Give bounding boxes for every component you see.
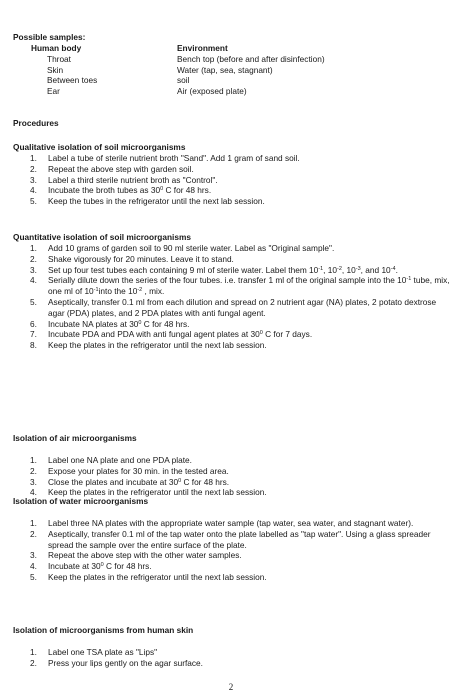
environment-column bbox=[177, 43, 325, 97]
list-item-text: Serially dilute down the series of the four tubes. i.e. transfer 1 ml of the original sample into the $10^{-1}$ tube, mix, one ml of $10^{-1}into$ the $10^{-2}$ , mix. bbox=[48, 275, 450, 297]
environment-heading: Environment bbox=[177, 43, 228, 53]
human-body-item: Ear bbox=[47, 86, 60, 97]
skin-steps bbox=[30, 647, 450, 669]
list-item bbox=[30, 243, 450, 254]
list-item-number: 4. bbox=[30, 561, 37, 572]
list-item-number: 4. bbox=[30, 275, 37, 286]
list-item-text: Label a third sterile nutrient broth as "Control". bbox=[48, 174, 218, 185]
list-item bbox=[30, 265, 450, 276]
environment-item: Bench top (before and after disinfection) bbox=[177, 53, 325, 64]
possible-samples-title: Possible samples: bbox=[13, 32, 86, 42]
list-item bbox=[30, 196, 450, 207]
water-heading: Isolation of water microorganisms bbox=[13, 496, 149, 506]
list-item-number: 5. bbox=[30, 296, 37, 307]
list-item-number: 2. bbox=[30, 657, 37, 668]
list-item bbox=[30, 254, 450, 265]
qualitative-heading: Qualitative isolation of soil microorganisms bbox=[13, 142, 186, 152]
list-item-text: Shake vigorously for 20 minutes. Leave it to stand. bbox=[48, 253, 234, 264]
human-body-column bbox=[31, 43, 97, 97]
list-item-text: Keep the tubes in the refrigerator until the next lab session. bbox=[48, 196, 265, 207]
list-item-text: Incubate at $30^0$ C for 48 hrs. bbox=[48, 561, 152, 572]
list-item-number: 3. bbox=[30, 476, 37, 487]
human-body-heading: Human body bbox=[31, 43, 82, 53]
list-item-number: 4. bbox=[30, 185, 37, 196]
list-item-number: 1. bbox=[30, 153, 37, 163]
skin-heading: Isolation of microorganisms from human skin bbox=[13, 625, 194, 635]
list-item bbox=[30, 340, 450, 351]
list-item bbox=[30, 647, 450, 658]
human-body-item: Between toes bbox=[47, 75, 98, 86]
list-item-number: 2. bbox=[30, 163, 37, 174]
list-item-number: 1. bbox=[30, 455, 37, 465]
quantitative-heading: Quantitative isolation of soil microorganisms bbox=[13, 232, 191, 242]
list-item bbox=[30, 518, 450, 529]
list-item-number: 3. bbox=[30, 550, 37, 561]
list-item-number: 2. bbox=[30, 528, 37, 539]
human-body-item: Throat bbox=[47, 53, 71, 64]
list-item bbox=[30, 529, 450, 551]
list-item-text: Aseptically, transfer 0.1 ml of the tap water onto the plate labelled as "tap water". Using a glass spreader spread the sample over the entire surface of the plate. bbox=[48, 528, 431, 550]
list-item bbox=[30, 164, 450, 175]
list-item-text: Label a tube of sterile nutrient broth "Sand". Add 1 gram of sand soil. bbox=[48, 153, 300, 163]
list-item bbox=[30, 297, 450, 319]
environment-item: soil bbox=[177, 75, 190, 86]
list-item-number: 4. bbox=[30, 487, 37, 498]
list-item-text: Repeat the above step with the other water samples. bbox=[48, 550, 242, 561]
list-item bbox=[30, 572, 450, 583]
procedures-heading: Procedures bbox=[13, 118, 59, 128]
list-item-text: Incubate NA plates at $30^0$ C for 48 hrs. bbox=[48, 318, 190, 329]
environment-item: Water (tap, sea, stagnant) bbox=[177, 64, 273, 75]
list-item-number: 3. bbox=[30, 174, 37, 185]
list-item-number: 6. bbox=[30, 318, 37, 329]
list-item-number: 8. bbox=[30, 340, 37, 351]
list-item bbox=[30, 561, 450, 572]
human-body-item: Skin bbox=[47, 64, 64, 75]
list-item-text: Keep the plates in the refrigerator until the next lab session. bbox=[48, 487, 267, 498]
list-item-number: 7. bbox=[30, 329, 37, 340]
list-item-number: 2. bbox=[30, 465, 37, 476]
list-item-text: Incubate PDA and PDA with anti fungal agent plates at $30^0$ C for 7 days. bbox=[48, 329, 313, 340]
list-item-text: Set up four test tubes each containing 9 ml of sterile water. Label them $10^{-1}$, $10^{-2}$, $10^{-3}$, and $10^{-4}$. bbox=[48, 264, 398, 275]
list-item bbox=[30, 175, 450, 186]
list-item-text: Label one TSA plate as "Lips" bbox=[48, 647, 158, 657]
list-item-text: Expose your plates for 30 min. in the tested area. bbox=[48, 465, 229, 476]
water-steps bbox=[30, 518, 450, 583]
list-item-number: 2. bbox=[30, 253, 37, 264]
list-item bbox=[30, 319, 450, 330]
list-item-text: Label one NA plate and one PDA plate. bbox=[48, 455, 192, 465]
list-item bbox=[30, 329, 450, 340]
list-item-number: 1. bbox=[30, 647, 37, 657]
list-item-text: Add 10 grams of garden soil to 90 ml sterile water. Label as "Original sample". bbox=[48, 243, 335, 253]
list-item-text: Keep the plates in the refrigerator until the next lab session. bbox=[48, 340, 267, 351]
air-heading: Isolation of air microorganisms bbox=[13, 433, 137, 443]
list-item-text: Label three NA plates with the appropriate water sample (tap water, sea water, and stagnant water). bbox=[48, 518, 414, 528]
air-steps bbox=[30, 455, 450, 498]
list-item bbox=[30, 466, 450, 477]
list-item bbox=[30, 185, 450, 196]
list-item-text: Keep the plates in the refrigerator until the next lab session. bbox=[48, 571, 267, 582]
list-item-number: 3. bbox=[30, 264, 37, 275]
list-item-text: Close the plates and incubate at $30^0$ C for 48 hrs. bbox=[48, 476, 230, 487]
list-item bbox=[30, 658, 450, 669]
quantitative-steps bbox=[30, 243, 450, 351]
list-item bbox=[30, 275, 450, 297]
list-item-number: 5. bbox=[30, 571, 37, 582]
list-item bbox=[30, 455, 450, 466]
list-item bbox=[30, 550, 450, 561]
list-item-number: 1. bbox=[30, 518, 37, 528]
page-number: 2 bbox=[228, 682, 234, 692]
list-item bbox=[30, 153, 450, 164]
list-item-text: Press your lips gently on the agar surface. bbox=[48, 657, 203, 668]
environment-item: Air (exposed plate) bbox=[177, 86, 247, 97]
list-item-number: 5. bbox=[30, 196, 37, 207]
list-item-text: Repeat the above step with garden soil. bbox=[48, 163, 194, 174]
list-item bbox=[30, 477, 450, 488]
list-item-text: Incubate the broth tubes as $30^0$ C for 48 hrs. bbox=[48, 185, 212, 196]
qualitative-steps bbox=[30, 153, 450, 207]
list-item-text: Aseptically, transfer 0.1 ml from each dilution and spread on 2 nutrient agar (NA) plates, 2 potato dextrose agar (PDA) plates, and 2 PDA plates with anti fungal agent. bbox=[48, 296, 437, 318]
list-item-number: 1. bbox=[30, 243, 37, 253]
